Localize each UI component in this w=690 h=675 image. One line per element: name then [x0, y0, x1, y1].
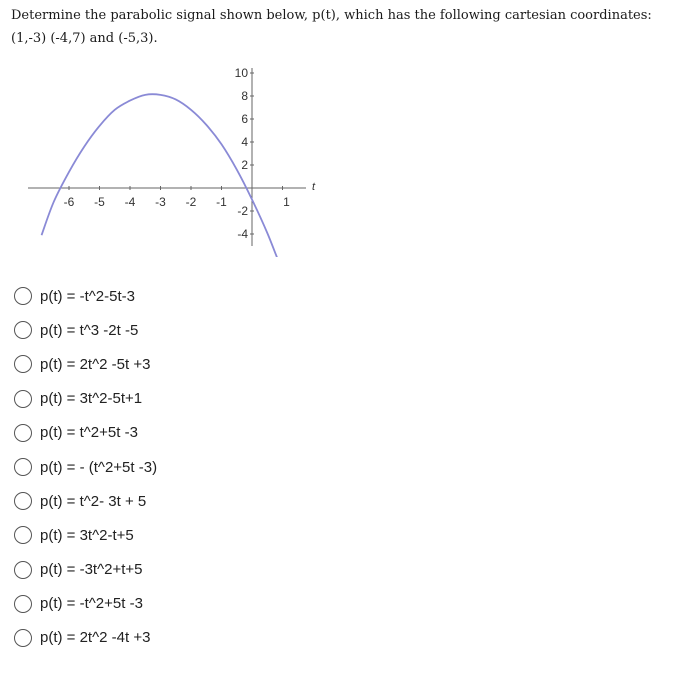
- answer-option[interactable]: [14, 621, 157, 655]
- parabola-chart: [0, 62, 330, 257]
- answer-option[interactable]: [14, 450, 157, 484]
- x-tick-label: 1: [283, 195, 290, 209]
- parabola-curve: [42, 94, 298, 257]
- radio-button[interactable]: [14, 492, 32, 510]
- y-tick-label: 8: [241, 89, 248, 103]
- y-tick-label: -4: [237, 227, 248, 241]
- answer-option[interactable]: [14, 587, 157, 621]
- x-tick-label: -5: [94, 195, 105, 209]
- answer-option-label: p(t) = -3t^2+t+5: [40, 561, 143, 579]
- answer-option[interactable]: [14, 279, 157, 313]
- answer-option-label: p(t) = t^2- 3t + 5: [40, 492, 147, 510]
- answer-option[interactable]: [14, 484, 157, 518]
- x-tick-label: -4: [124, 195, 136, 209]
- answer-option-label: p(t) = t^2+5t -3: [40, 424, 138, 442]
- x-tick-label: -3: [155, 195, 166, 209]
- y-tick-label: -2: [237, 204, 248, 218]
- answer-option-label: p(t) = -t^2+5t -3: [40, 595, 143, 613]
- radio-button[interactable]: [14, 629, 32, 647]
- radio-button[interactable]: [14, 561, 32, 579]
- radio-button[interactable]: [14, 287, 32, 305]
- answer-option[interactable]: [14, 313, 157, 347]
- answer-option[interactable]: [14, 382, 157, 416]
- answer-option-label: p(t) = 3t^2-t+5: [40, 526, 134, 544]
- answer-option[interactable]: [14, 553, 157, 587]
- x-tick-label: -6: [63, 195, 75, 209]
- radio-button[interactable]: [14, 321, 32, 339]
- answer-option-label: p(t) = 3t^2-5t+1: [40, 390, 143, 408]
- radio-button[interactable]: [14, 526, 32, 544]
- answer-option-label: p(t) = - (t^2+5t -3): [40, 458, 158, 476]
- question-text: Determine the parabolic signal shown below, p(t), which has the following cartesian coordinates:(1,-3) (-4,7) and (-5,3).: [11, 8, 652, 46]
- x-tick-label: -2: [185, 195, 197, 209]
- answer-option[interactable]: [14, 416, 157, 450]
- y-tick-label: 10: [234, 66, 248, 80]
- radio-button[interactable]: [14, 458, 32, 476]
- answer-options: [14, 279, 157, 655]
- x-axis-label: t: [312, 181, 316, 193]
- y-tick-label: 6: [241, 112, 248, 126]
- x-tick-label: -1: [216, 195, 227, 209]
- y-tick-label: 4: [241, 135, 248, 149]
- answer-option-label: p(t) = 2t^2 -4t +3: [40, 629, 151, 647]
- answer-option[interactable]: [14, 518, 157, 552]
- radio-button[interactable]: [14, 390, 32, 408]
- radio-button[interactable]: [14, 424, 32, 442]
- answer-option-label: p(t) = 2t^2 -5t +3: [40, 355, 151, 373]
- answer-option[interactable]: [14, 347, 157, 381]
- radio-button[interactable]: [14, 355, 32, 373]
- answer-option-label: p(t) = -t^2-5t-3: [40, 287, 135, 305]
- y-tick-label: 2: [241, 158, 248, 172]
- answer-option-label: p(t) = t^3 -2t -5: [40, 321, 139, 339]
- radio-button[interactable]: [14, 595, 32, 613]
